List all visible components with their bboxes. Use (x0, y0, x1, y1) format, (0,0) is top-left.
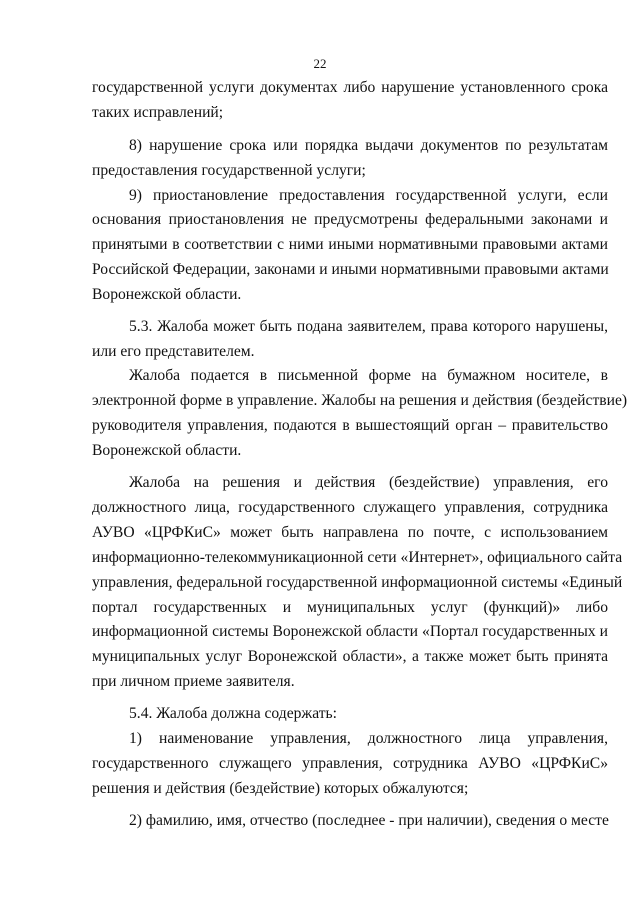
text-line: Воронежской области. (92, 286, 242, 303)
text-line: 5.3. Жалоба может быть подана заявителем, права которого нарушены, (129, 318, 608, 335)
text-line: или его представителем. (92, 343, 255, 360)
text-line: руководителя управления, подаются в вышестоящий орган – правительство (92, 417, 608, 434)
text-line: муниципальных услуг Воронежской области», а также может быть принята (92, 648, 608, 665)
text-line: 2) фамилию, имя, отчество (последнее - при наличии), сведения о месте (129, 812, 609, 829)
text-line: управления, федеральной государственной информационной системы «Единый (92, 574, 623, 591)
text-line: информационно-телекоммуникационной сети «Интернет», официального сайта (92, 549, 623, 566)
page-number: 22 (313, 56, 327, 71)
text-line: АУВО «ЦРФКиС» может быть направлена по почте, с использованием (92, 524, 608, 541)
text-line: 5.4. Жалоба должна содержать: (129, 705, 337, 722)
text-line: портал государственных и муниципальных услуг (функций)» либо (92, 599, 608, 616)
text-line: Российской Федерации, законами и иными нормативными правовыми актами (92, 261, 609, 278)
text-line: Жалоба на решения и действия (бездействие) управления, его (129, 474, 608, 491)
text-line: предоставления государственной услуги; (92, 162, 366, 179)
text-line: 8) нарушение срока или порядка выдачи документов по результатам (129, 137, 608, 154)
text-line: 1) наименование управления, должностного лица управления, (129, 730, 608, 747)
text-line: при личном приеме заявителя. (92, 673, 295, 690)
text-line: Воронежской области. (92, 442, 242, 459)
text-line: информационной системы Воронежской области «Портал государственных и (92, 623, 608, 640)
text-line: основания приостановления не предусмотрены федеральными законами и (92, 211, 608, 228)
text-line: должностного лица, государственного служащего управления, сотрудника (92, 499, 608, 516)
text-line: таких исправлений; (92, 104, 224, 121)
text-line: электронной форме в управление. Жалобы на решения и действия (бездействие) (92, 392, 628, 409)
text-line: государственного служащего управления, сотрудника АУВО «ЦРФКиС» (92, 755, 608, 772)
text-line: решения и действия (бездействие) которых обжалуются; (92, 780, 469, 797)
text-line: государственной услуги документах либо нарушение установленного срока (92, 79, 608, 96)
text-line: принятыми в соответствии с ними иными нормативными правовыми актами (92, 236, 608, 253)
text-line: 9) приостановление предоставления государственной услуги, если (129, 187, 608, 204)
text-line: Жалоба подается в письменной форме на бумажном носителе, в (129, 367, 608, 384)
